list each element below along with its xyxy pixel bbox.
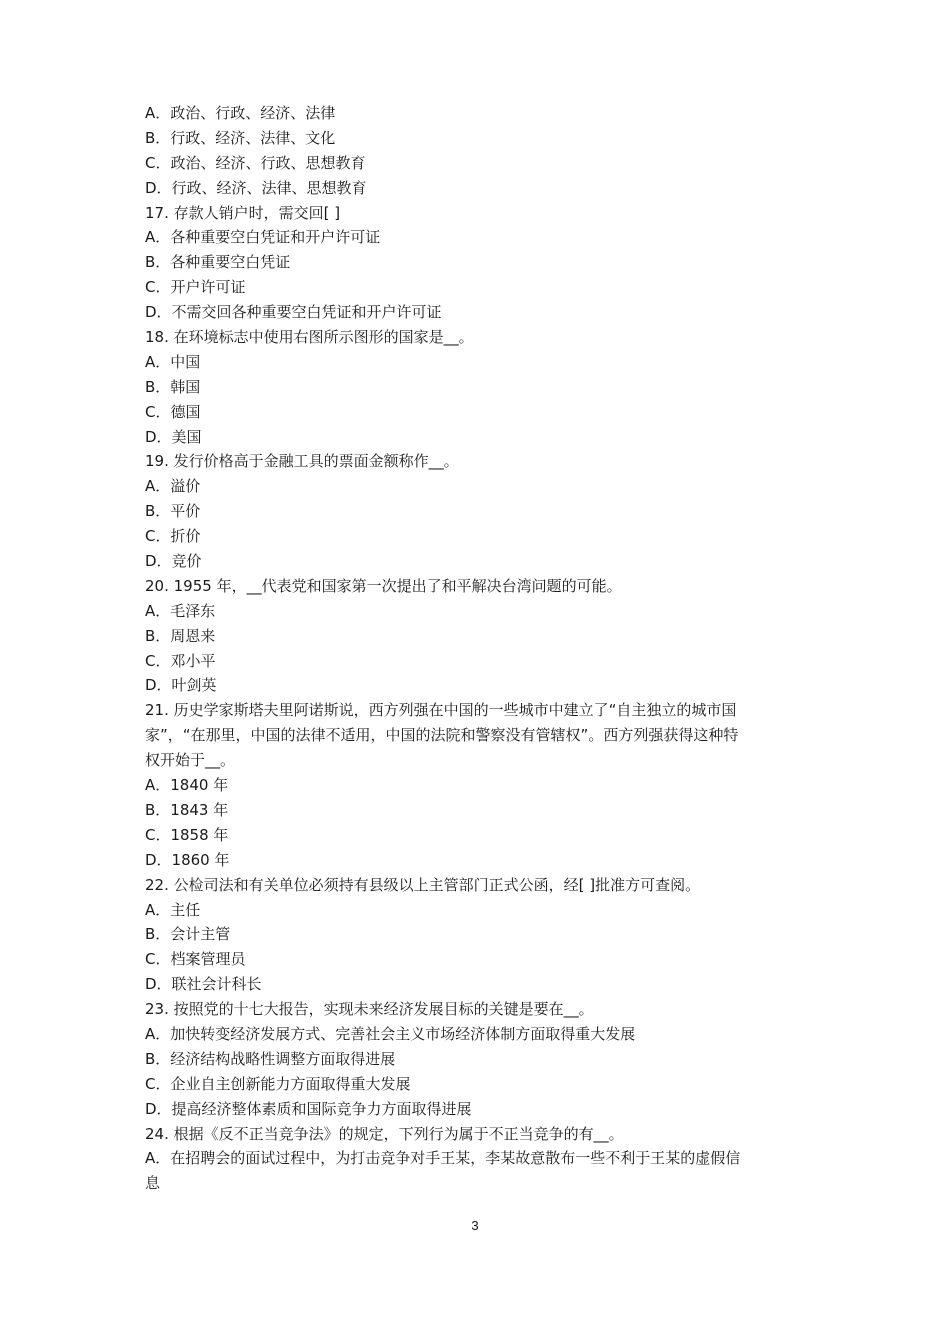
option-line: D．提高经济整体素质和国际竞争力方面取得进展 (145, 1099, 472, 1118)
question-17: 17. 存款人销户时，需交回[ ] (145, 203, 341, 222)
page-number: 3 (471, 1218, 479, 1233)
option-line: C．开户许可证 (145, 278, 246, 297)
option-line: A．毛泽东 (145, 601, 216, 620)
option-line: B．1843 年 (145, 800, 229, 819)
option-line: B．经济结构战略性调整方面取得进展 (145, 1049, 396, 1068)
option-line: A．1840 年 (145, 776, 229, 795)
option-line: A．主任 (145, 900, 201, 919)
option-line: A．政治、行政、经济、法律 (145, 104, 336, 122)
option-line: B．平价 (145, 502, 201, 521)
option-line: D．不需交回各种重要空白凭证和开户许可证 (145, 303, 442, 322)
option-line: C．折价 (145, 527, 201, 546)
question-21: 21. 历史学家斯塔夫里阿诺斯说，西方列强在中国的一些城市中建立了“自主独立的城市国 (145, 701, 737, 720)
option-line: D．竞价 (145, 552, 202, 571)
question-22: 22. 公检司法和有关单位必须持有县级以上主管部门正式公函，经[ ]批准方可查阅。 (145, 875, 701, 894)
option-line: A．中国 (145, 352, 201, 371)
option-line: C．邓小平 (145, 651, 216, 670)
page-body (145, 101, 825, 1196)
question-18: 18. 在环境标志中使用右图所示图形的国家是__。 (145, 328, 474, 347)
question-24: 24. 根据《反不正当竞争法》的规定，下列行为属于不正当竞争的有__。 (145, 1124, 624, 1143)
option-line: B．会计主管 (145, 925, 231, 944)
option-line: B．行政、经济、法律、文化 (145, 128, 336, 147)
question-21-continued: 家”，“在那里，中国的法律不适用，中国的法院和警察没有管辖权”。西方列强获得这种特 (145, 726, 739, 745)
option-line: B．韩国 (145, 377, 201, 396)
option-line: A．溢价 (145, 477, 201, 496)
option-line: D．美国 (145, 427, 202, 446)
question-19: 19. 发行价格高于金融工具的票面金额称作__。 (145, 452, 459, 471)
question-21-continued: 权开始于__。 (145, 751, 236, 770)
option-line-continued: 息 (145, 1174, 161, 1193)
option-line: A．加快转变经济发展方式、完善社会主义市场经济体制方面取得重大发展 (145, 1024, 636, 1043)
option-line: B．周恩来 (145, 626, 216, 645)
option-line: A．在招聘会的面试过程中，为打击竞争对手王某，李某故意散布一些不利于王某的虚假信 (145, 1149, 741, 1168)
question-23: 23. 按照党的十七大报告，实现未来经济发展目标的关键是要在__。 (145, 1000, 594, 1019)
option-line: D．行政、经济、法律、思想教育 (145, 178, 367, 197)
option-line: C．企业自主创新能力方面取得重大发展 (145, 1074, 411, 1093)
question-20: 20. 1955 年，__代表党和国家第一次提出了和平解决台湾问题的可能。 (145, 576, 622, 595)
option-line: C．1858 年 (145, 825, 229, 844)
option-line: B．各种重要空白凭证 (145, 253, 291, 272)
option-line: D．叶剑英 (145, 676, 217, 695)
option-line: D．联社会计科长 (145, 975, 262, 994)
option-line: D．1860 年 (145, 850, 230, 869)
option-line: C．政治、经济、行政、思想教育 (145, 153, 366, 172)
option-line: C．德国 (145, 402, 201, 421)
option-line: A．各种重要空白凭证和开户许可证 (145, 228, 381, 247)
option-line: C．档案管理员 (145, 950, 246, 969)
